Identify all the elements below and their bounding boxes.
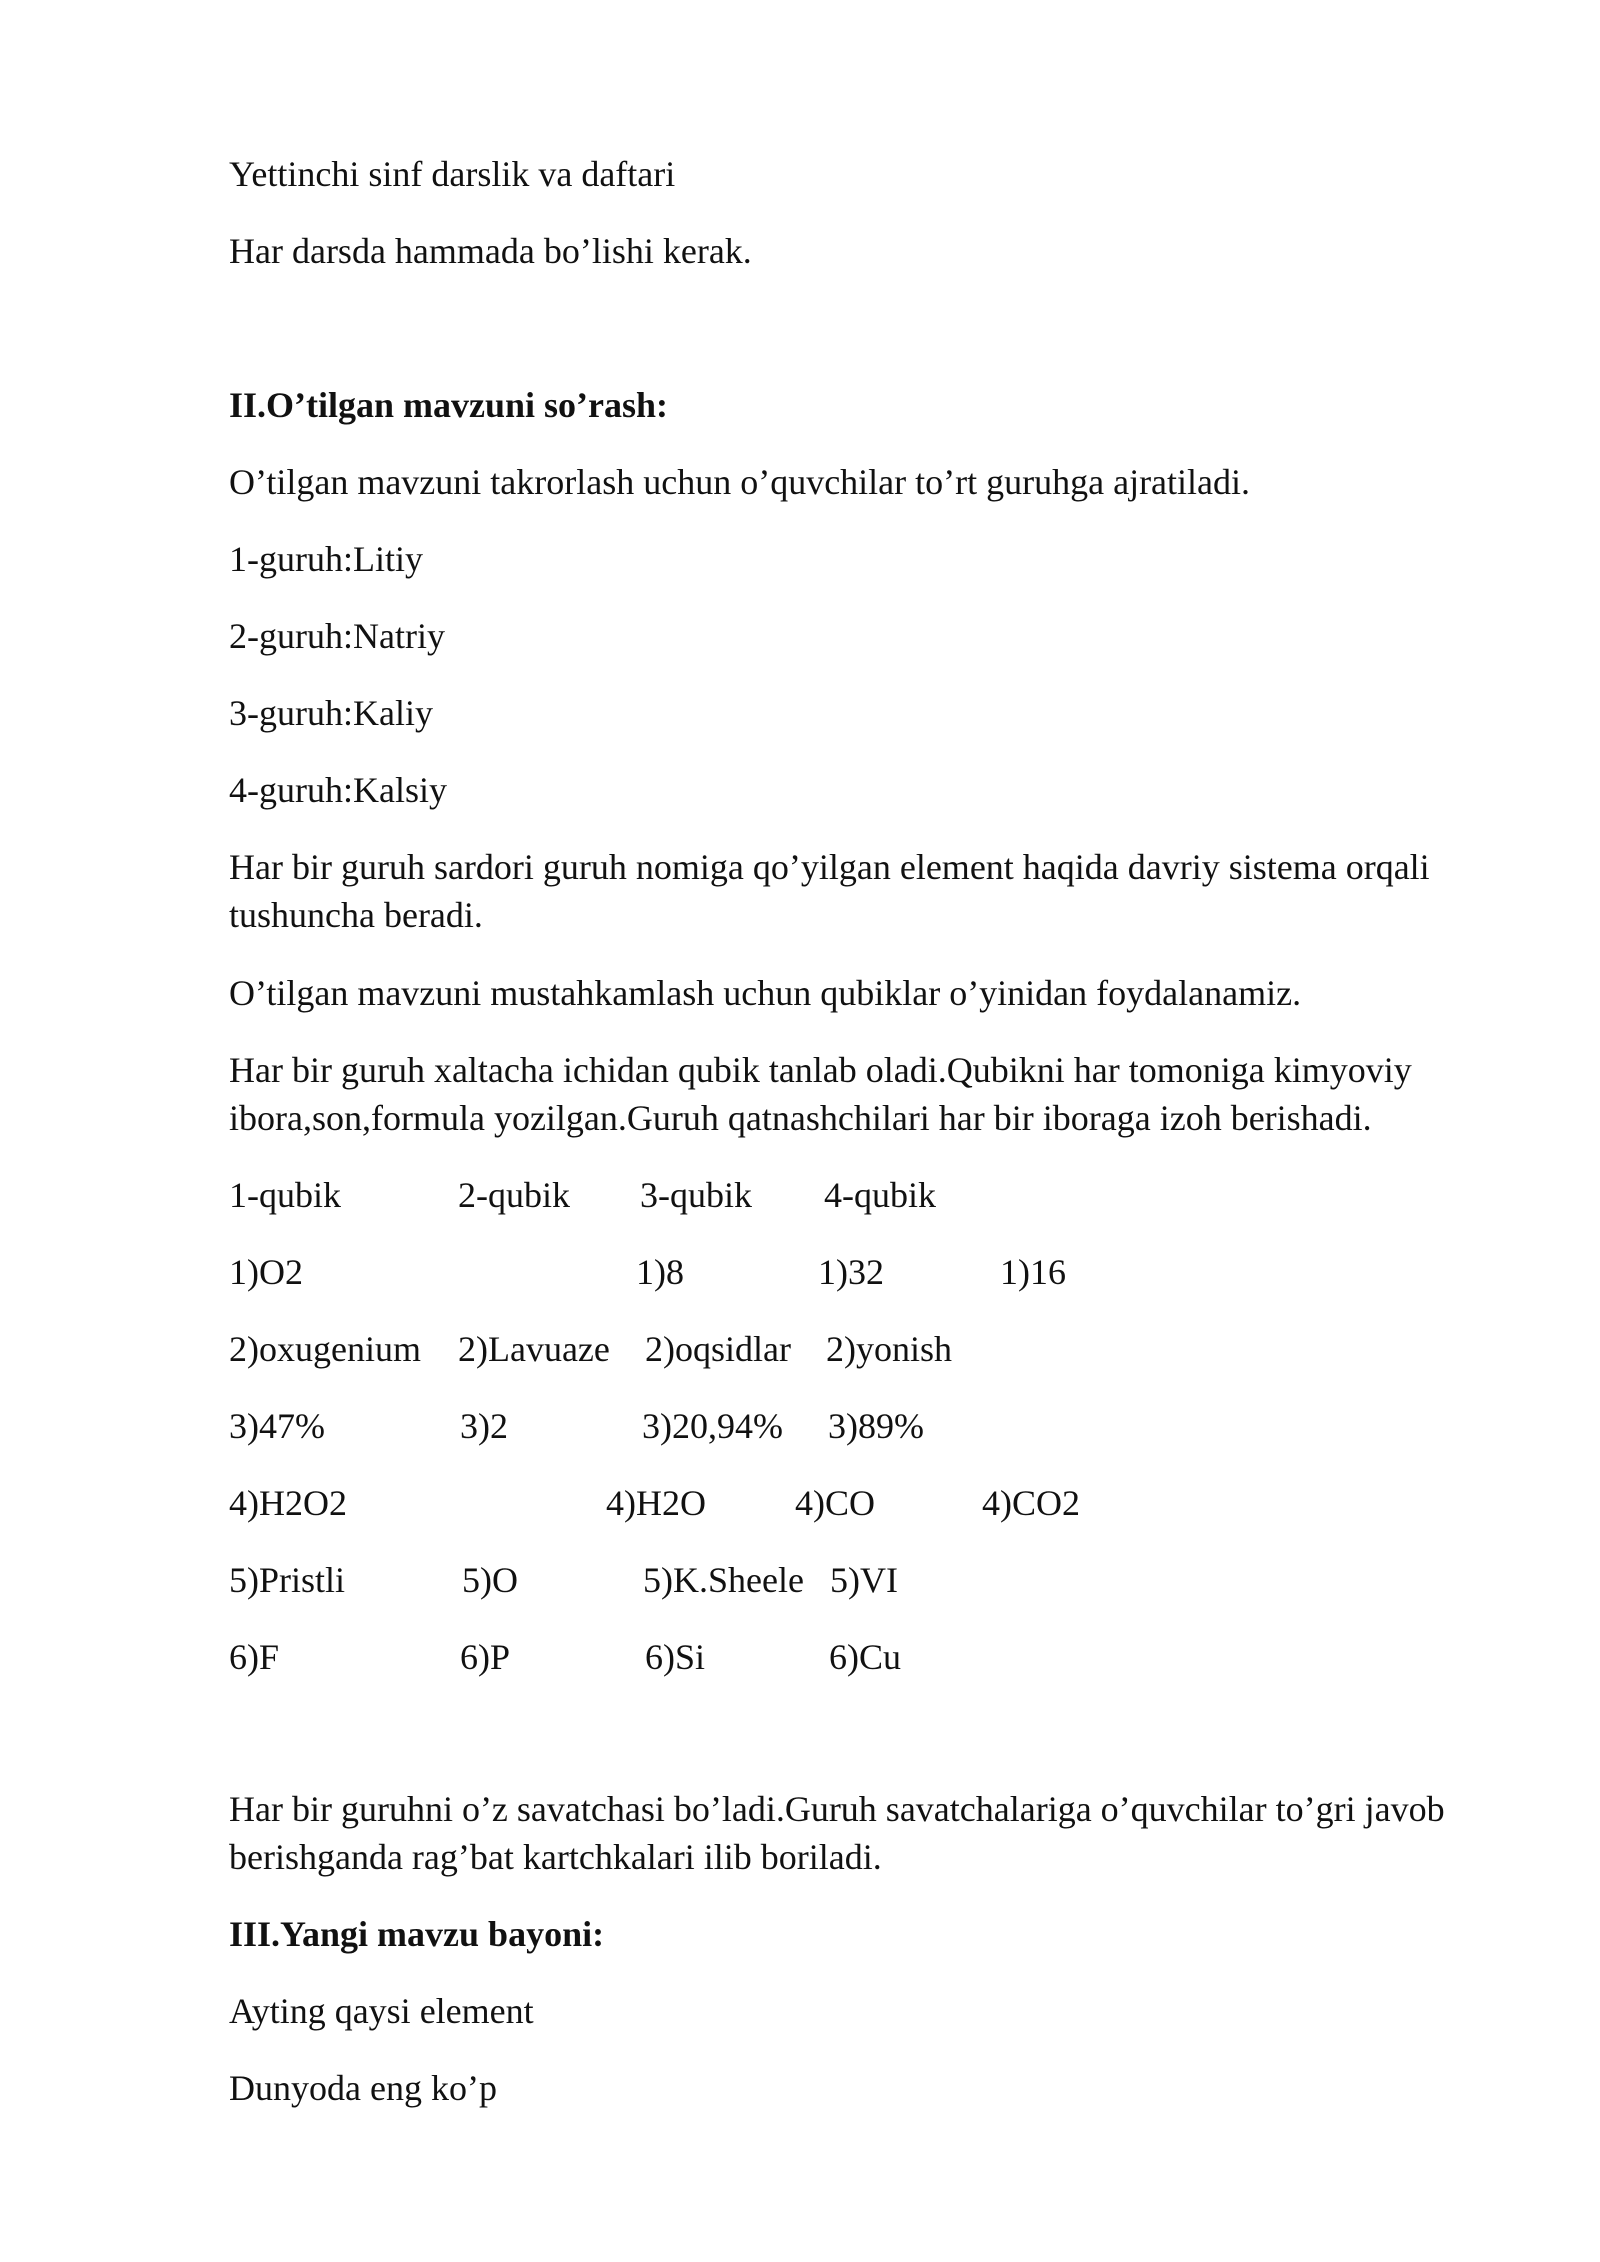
qubik-header-1: 1-qubik bbox=[229, 1175, 341, 1215]
qubik-cell: 4)H2O2 bbox=[229, 1483, 347, 1523]
qubik-cell: 4)CO bbox=[795, 1483, 875, 1523]
qubik-cell: 5)O bbox=[462, 1560, 518, 1600]
qubik-cell: 3)89% bbox=[828, 1406, 924, 1446]
qubik-cell: 3)20,94% bbox=[642, 1406, 783, 1446]
qubik-cell: 1)32 bbox=[818, 1252, 884, 1292]
group-item-1: 1-guruh:Litiy bbox=[229, 539, 423, 579]
section-2-paragraph-3: O’tilgan mavzuni mustahkamlash uchun qubiklar o’yinidan foydalanamiz. bbox=[229, 973, 1302, 1013]
qubik-header-3: 3-qubik bbox=[640, 1175, 752, 1215]
qubik-cell: 4)CO2 bbox=[982, 1483, 1080, 1523]
section-3-line-2: Dunyoda eng ko’p bbox=[229, 2068, 497, 2108]
qubik-cell: 5)Pristli bbox=[229, 1560, 346, 1600]
qubik-cell: 1)8 bbox=[636, 1252, 684, 1292]
qubik-cell: 6)Cu bbox=[829, 1637, 901, 1677]
intro-line-2: Har darsda hammada bo’lishi kerak. bbox=[229, 231, 752, 271]
qubik-header-4: 4-qubik bbox=[824, 1175, 936, 1215]
qubik-cell: 2)yonish bbox=[826, 1329, 952, 1369]
qubik-cell: 3)2 bbox=[460, 1406, 508, 1446]
section-3-heading: III.Yangi mavzu bayoni: bbox=[229, 1914, 605, 1954]
qubik-cell: 1)16 bbox=[1000, 1252, 1066, 1292]
group-item-4: 4-guruh:Kalsiy bbox=[229, 770, 447, 810]
qubik-cell: 2)oqsidlar bbox=[645, 1329, 791, 1369]
qubik-cell: 1)O2 bbox=[229, 1252, 303, 1292]
qubik-cell: 5)VI bbox=[830, 1560, 898, 1600]
qubik-cell: 6)Si bbox=[645, 1637, 706, 1677]
intro-line-1: Yettinchi sinf darslik va daftari bbox=[229, 154, 676, 194]
qubik-header-2: 2-qubik bbox=[458, 1175, 570, 1215]
qubik-cell: 6)F bbox=[229, 1637, 280, 1677]
qubik-cell: 2)Lavuaze bbox=[458, 1329, 610, 1369]
section-2-paragraph-4: Har bir guruh xaltacha ichidan qubik tanlab oladi.Qubikni har tomoniga kimyoviy ibora,son,formula yozilgan.Guruh qatnashchilari har bir iboraga izoh berishadi. bbox=[229, 1050, 1412, 1138]
section-3-line-1: Ayting qaysi element bbox=[229, 1991, 534, 2031]
section-2-heading: II.O’tilgan mavzuni so’rash: bbox=[229, 385, 669, 425]
group-item-2: 2-guruh:Natriy bbox=[229, 616, 445, 656]
qubik-cell: 5)K.Sheele bbox=[643, 1560, 804, 1600]
qubik-cell: 2)oxugenium bbox=[229, 1329, 421, 1369]
qubik-cell: 6)P bbox=[460, 1637, 511, 1677]
group-item-3: 3-guruh:Kaliy bbox=[229, 693, 433, 733]
section-2-paragraph-1: O’tilgan mavzuni takrorlash uchun o’quvchilar to’rt guruhga ajratiladi. bbox=[229, 462, 1251, 502]
qubik-cell: 4)H2O bbox=[606, 1483, 706, 1523]
qubik-cell: 3)47% bbox=[229, 1406, 325, 1446]
section-2-paragraph-2: Har bir guruh sardori guruh nomiga qo’yilgan element haqida davriy sistema orqali tushuncha beradi. bbox=[229, 847, 1430, 935]
closing-paragraph: Har bir guruhni o’z savatchasi bo’ladi.Guruh savatchalariga o’quvchilar to’gri javob berishganda rag’bat kartchkalari ilib boriladi. bbox=[229, 1789, 1445, 1877]
